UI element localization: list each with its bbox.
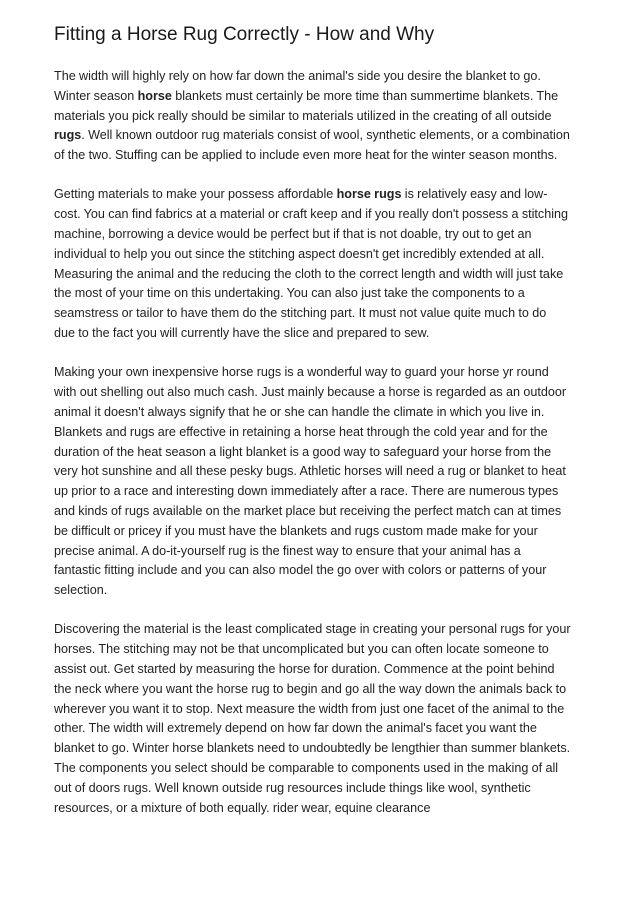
text-run: Making your own inexpensive horse rugs is a wonderful way to guard your horse yr round	[54, 365, 549, 380]
text-line	[54, 581, 590, 601]
text-run: the neck where you want the horse rug to begin and go all the way down the animals back to	[54, 681, 567, 696]
keyword-link-text: horse rugs	[336, 187, 402, 202]
text-line	[54, 779, 590, 799]
text-run: machine, borrowing a device would be perfect but if that is not doable, try out to get an	[54, 227, 532, 242]
text-line	[54, 423, 590, 443]
text-run: other. The width will extremely depend on how far down the animal's facet you want the	[54, 721, 537, 736]
text-run: . Well known outdoor rug materials consist of wool, synthetic elements, or a combination	[81, 128, 570, 143]
text-line	[54, 284, 590, 304]
text-line	[54, 265, 590, 285]
text-run: the most of your time on this undertaking. You can also just take the components to a	[54, 286, 525, 301]
text-run: materials you pick really should be similar to materials utilized in the creating of all outside	[54, 108, 552, 123]
text-line	[54, 522, 590, 542]
text-run: Blankets and rugs are effective in retaining a horse heat through the cold year and for the	[54, 424, 548, 439]
paragraph	[54, 185, 590, 343]
text-run: precise animal. A do-it-yourself rug is the finest way to ensure that your animal has a	[54, 543, 521, 558]
text-line	[54, 700, 590, 720]
text-line	[54, 87, 590, 107]
text-run: seamstress or tailor to have them do the stitching part. It must not value quite much to do	[54, 306, 547, 321]
page-title: Fitting a Horse Rug Correctly - How and Why	[54, 24, 435, 45]
text-run: cost. You can find fabrics at a material or craft keep and if you really don't possess a stitching	[54, 207, 569, 222]
text-line	[54, 67, 590, 87]
text-run: Winter season	[54, 88, 138, 103]
text-line	[54, 640, 590, 660]
text-line	[54, 363, 590, 383]
text-line	[54, 719, 590, 739]
text-line	[54, 542, 590, 562]
text-run: individual to help you out since the stitching aspect doesn't get incredibly extended at all.	[54, 246, 545, 261]
document-page	[54, 22, 590, 838]
text-line	[54, 245, 590, 265]
text-line	[54, 482, 590, 502]
text-run: horses. The stitching may not be that uncomplicated but you can often locate someone to	[54, 642, 549, 657]
document-body	[54, 67, 590, 818]
text-line	[54, 443, 590, 463]
text-run: and kinds of rugs available on the market place but receiving the perfect match can at times	[54, 503, 562, 518]
text-line	[54, 739, 590, 759]
text-line	[54, 620, 590, 640]
text-run: duration of the heat season a light blanket is a good way to safeguard your horse from the	[54, 444, 552, 459]
text-line	[54, 185, 590, 205]
text-run: very hot sunshine and all these pesky bugs. Athletic horses will need a rug or blanket to heat	[54, 464, 566, 479]
text-line	[54, 680, 590, 700]
text-line	[54, 759, 590, 779]
text-run: is relatively easy and low-	[401, 187, 548, 202]
text-line	[54, 205, 590, 225]
text-run: Measuring the animal and the reducing the cloth to the correct length and width will just take	[54, 266, 564, 281]
text-run: wherever you want it to stop. Next measure the width from just one facet of the animal to the	[54, 701, 565, 716]
text-run: selection.	[54, 583, 108, 598]
text-line	[54, 799, 590, 819]
text-run: The components you select should be comparable to components used in the making of all	[54, 761, 559, 775]
text-run: be difficult or pricey if you must have the blankets and rugs custom made make for your	[54, 523, 538, 538]
text-line	[54, 660, 590, 680]
text-run: The width will highly rely on how far down the animal's side you desire the blanket to go.	[54, 69, 541, 83]
text-run: blankets must certainly be more time than summertime blankets. The	[171, 88, 559, 103]
text-run: animal it doesn't always signify that he or she can handle the climate in which you live in.	[54, 404, 545, 419]
text-line	[54, 146, 590, 166]
text-run: Discovering the material is the least complicated stage in creating your personal rugs for your	[54, 622, 571, 637]
text-run: out of doors rugs. Well known outside rug resources include things like wool, synthetic	[54, 780, 531, 795]
text-line	[54, 304, 590, 324]
text-run: resources, or a mixture of both equally. rider wear, equine clearance	[54, 800, 431, 815]
text-run: due to the fact you will currently have the slice and prepared to sew.	[54, 326, 430, 341]
text-run: blanket to go. Winter horse blankets need to undoubtedly be lengthier than summer blankets.	[54, 741, 571, 756]
text-line	[54, 502, 590, 522]
text-run: Getting materials to make your possess affordable	[54, 187, 337, 202]
paragraph	[54, 363, 590, 601]
keyword-link-text: rugs	[54, 128, 82, 143]
text-run: with out shelling out also much cash. Just mainly because a horse is regarded as an outdoor	[54, 385, 567, 400]
text-run: fantastic fitting include and you can also model the go over with colors or patterns of your	[54, 563, 547, 578]
text-line	[54, 383, 590, 403]
text-run: assist out. Get started by measuring the horse for duration. Commence at the point behind	[54, 662, 555, 677]
text-run: of the two. Stuffing can be applied to include even more heat for the winter season months.	[54, 148, 558, 163]
paragraph	[54, 67, 590, 166]
keyword-link-text: horse	[137, 88, 172, 103]
paragraph	[54, 620, 590, 818]
text-line	[54, 324, 590, 344]
text-line	[54, 462, 590, 482]
text-line	[54, 126, 590, 146]
text-line	[54, 561, 590, 581]
text-line	[54, 225, 590, 245]
text-run: up prior to a race and interesting down immediately after a race. There are numerous types	[54, 484, 559, 499]
text-line	[54, 403, 590, 423]
text-line	[54, 107, 590, 127]
